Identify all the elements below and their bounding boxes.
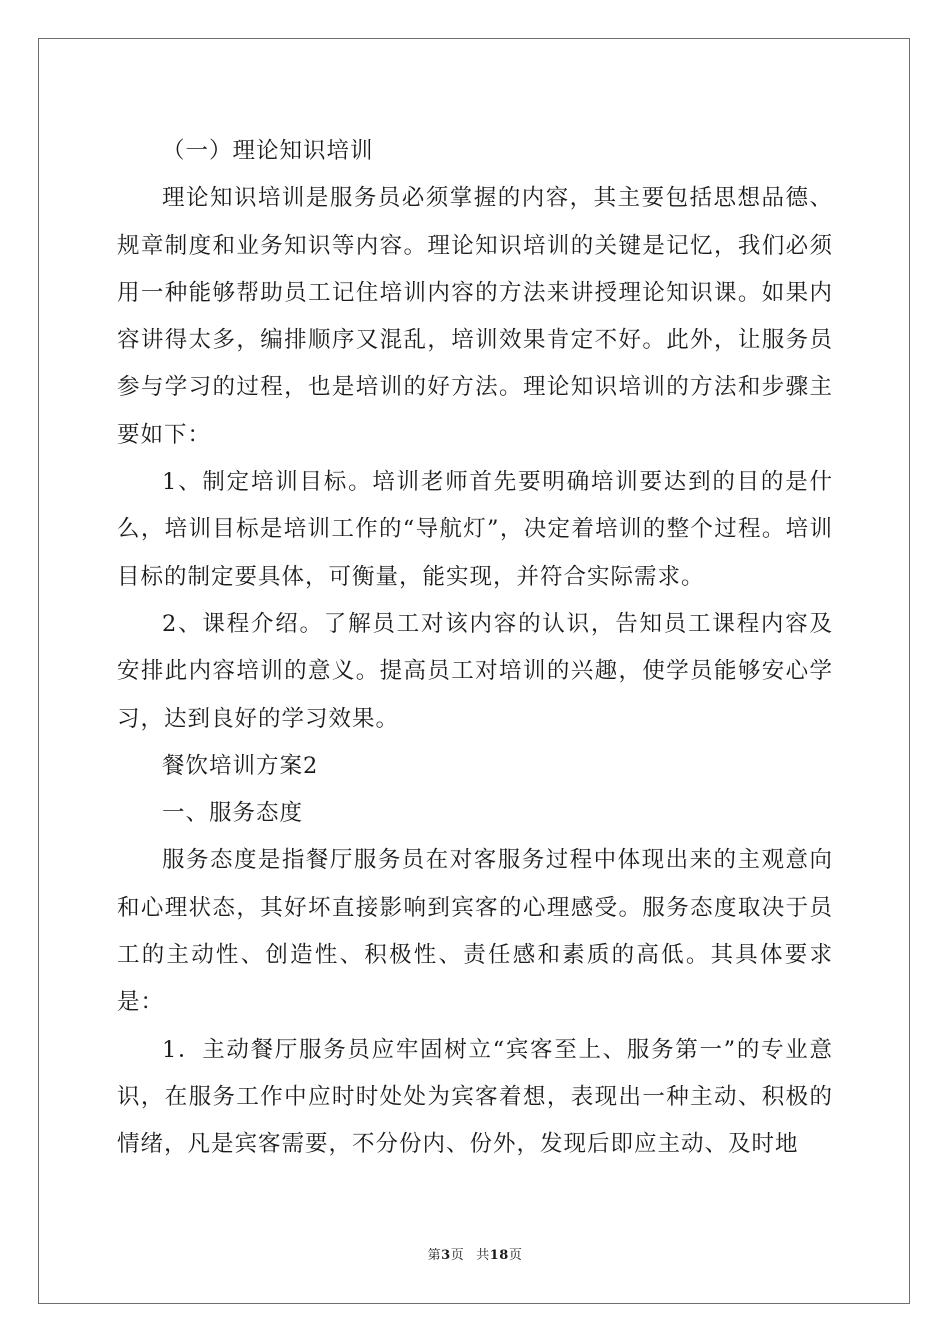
page-suffix: 页: [450, 1248, 465, 1263]
paragraph-item-1-proactive: 1．主动餐厅服务员应牢固树立“宾客至上、服务第一”的专业意识，在服务工作中应时时处处为宾客着想，表现出一种主动、积极的情绪，凡是宾客需要，不分份内、份外，发现后即应主动、及时地: [117, 1036, 833, 1158]
section-heading-service-attitude: 一、服务态度: [162, 800, 304, 827]
paragraph-theory-training-intro: 理论知识培训是服务员必须掌握的内容，其主要包括思想品德、规章制度和业务知识等内容。理论知识培训的关键是记忆，我们必须用一种能够帮助员工记住培训内容的方法来讲授理论知识课。如果内容讲得太多，编排顺序又混乱，培训效果肯定不好。此外，让服务员参与学习的过程，也是培训的好方法。理论知识培训的方法和步骤主要如下：: [117, 185, 833, 448]
document-body: [117, 128, 833, 1169]
total-prefix: 共: [476, 1248, 490, 1263]
page-prefix: 第: [427, 1248, 442, 1263]
paragraph-step-2-course-intro: 2、课程介绍。了解员工对该内容的认识，告知员工课程内容及安排此内容培训的意义。提高员工对培训的兴趣，使学员能够安心学习，达到良好的学习效果。: [117, 610, 833, 732]
paragraph-step-1-objectives: 1、制定培训目标。培训老师首先要明确培训要达到的目的是什么，培训目标是培训工作的“导航灯”，决定着培训的整个过程。培训目标的制定要具体，可衡量，能实现，并符合实际需求。: [117, 469, 833, 590]
paragraph-service-attitude-definition: 服务态度是指餐厅服务员在对客服务过程中体现出来的主观意向和心理状态，其好坏直接影响到宾客的心理感受。服务态度取决于员工的主动性、创造性、积极性、责任感和素质的高低。其具体要求是：: [117, 847, 833, 1016]
current-page-number: 3: [441, 1248, 451, 1263]
section-title-training-plan-2: 餐饮培训方案2: [162, 752, 319, 779]
total-suffix: 页: [508, 1248, 523, 1263]
total-page-count: 18: [489, 1248, 509, 1263]
page-footer: [0, 1247, 950, 1265]
section-heading-theory-training: （一）理论知识培训: [162, 138, 374, 164]
